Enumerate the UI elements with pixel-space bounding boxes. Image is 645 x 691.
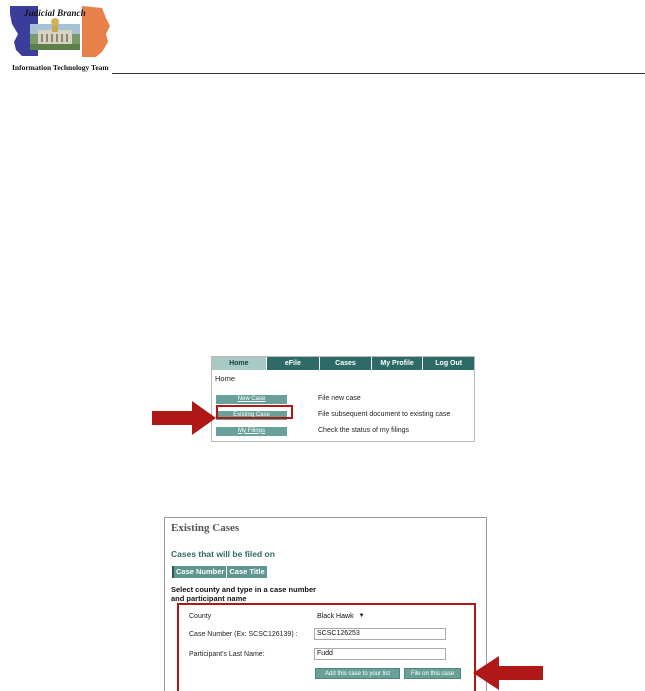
arrow-left-icon [473, 656, 543, 690]
case-title-column-header: Case Title [227, 566, 267, 578]
menu-row-new-case [216, 394, 287, 404]
my-filings-button[interactable]: My Filings [216, 427, 287, 436]
add-case-button[interactable]: Add this case to your list [315, 668, 400, 679]
my-filings-description: Check the status of my filings [318, 427, 410, 434]
judicial-branch-logo [8, 4, 112, 72]
nav-tab-my-profile[interactable]: My Profile [372, 357, 424, 370]
logo-title: Judicial Branch [24, 8, 86, 18]
nav-tab-efile[interactable]: eFile [267, 357, 321, 370]
breadcrumb: Home [215, 374, 236, 383]
nav-tab-home[interactable]: Home [212, 357, 267, 370]
cases-table-header [172, 566, 268, 578]
arrow-right-icon [152, 401, 216, 435]
county-selected-value: Black Hawk [317, 612, 354, 620]
portal-nav-bar [212, 357, 474, 370]
file-on-case-button[interactable]: File on this case [404, 668, 461, 679]
county-label: County [189, 613, 212, 620]
existing-cases-title: Existing Cases [171, 522, 240, 534]
nav-tab-cases[interactable]: Cases [320, 357, 372, 370]
existing-case-button[interactable]: Existing Case [216, 411, 287, 420]
chevron-down-icon: ▼ [358, 613, 365, 619]
new-case-button[interactable]: New Case [216, 395, 287, 404]
cases-filed-on-heading: Cases that will be filed on [171, 549, 275, 559]
nav-tab-log-out[interactable]: Log Out [423, 357, 474, 370]
portal-home-screenshot [211, 356, 475, 442]
instruction-text: Select county and type in a case number and participant name [171, 585, 317, 603]
case-entry-highlight-box [177, 603, 476, 691]
case-number-input[interactable]: SCSC126253 [314, 628, 446, 640]
existing-case-description: File subsequent document to existing case [318, 411, 451, 418]
case-number-label: Case Number (Ex: SCSC126139) : [189, 631, 298, 638]
last-name-label: Participant's Last Name: [189, 651, 265, 658]
header-divider [112, 73, 645, 74]
new-case-description: File new case [318, 395, 361, 402]
menu-row-my-filings [216, 426, 287, 436]
existing-case-highlight-box [216, 405, 293, 419]
last-name-input[interactable]: Fudd [314, 648, 446, 660]
logo-footer: Information Technology Team [12, 63, 109, 72]
case-number-column-header: Case Number [174, 566, 227, 578]
